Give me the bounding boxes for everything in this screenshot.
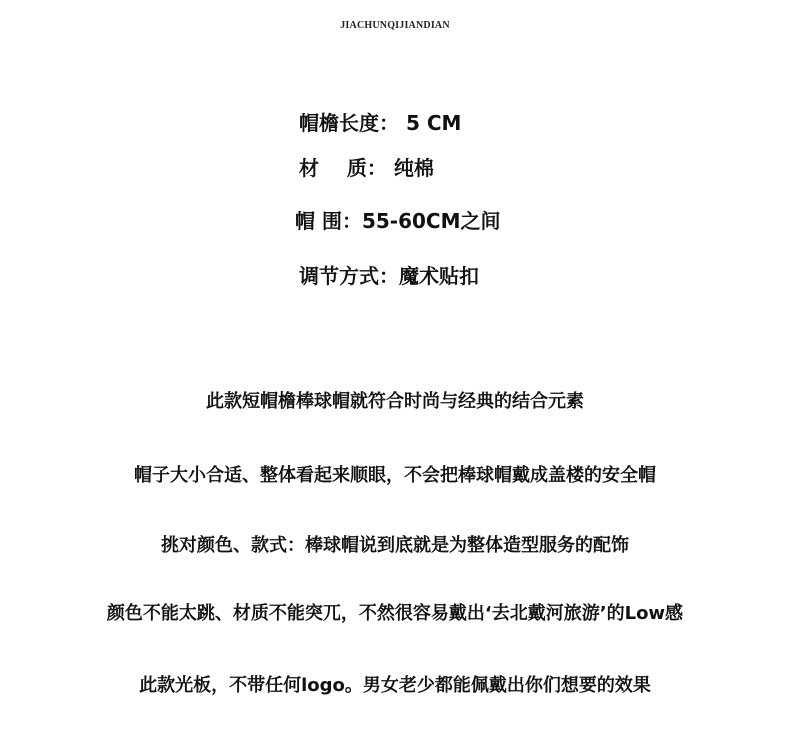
description-line: 颜色不能太跳、材质不能突兀，不然很容易戴出‘去北戴河旅游’的Low感 (106, 603, 684, 624)
brand-title: JIACHUNQIJIANDIAN (340, 20, 450, 31)
spec-brim-length: 帽檐长度： 5 CM (299, 111, 462, 135)
description-line: 挑对颜色、款式：棒球帽说到底就是为整体造型服务的配饰 (161, 535, 629, 556)
description-line: 此款短帽檐棒球帽就符合时尚与经典的结合元素 (206, 391, 584, 412)
spec-circumference: 帽 围：55-60CM之间 (295, 209, 501, 233)
spec-adjustment: 调节方式：魔术贴扣 (299, 264, 479, 288)
description-line: 帽子大小合适、整体看起来顺眼，不会把棒球帽戴成盖楼的安全帽 (134, 465, 656, 486)
description-line: 此款光板，不带任何logo。男女老少都能佩戴出你们想要的效果 (139, 675, 651, 696)
spec-material: 材 质： 纯棉 (299, 156, 434, 180)
